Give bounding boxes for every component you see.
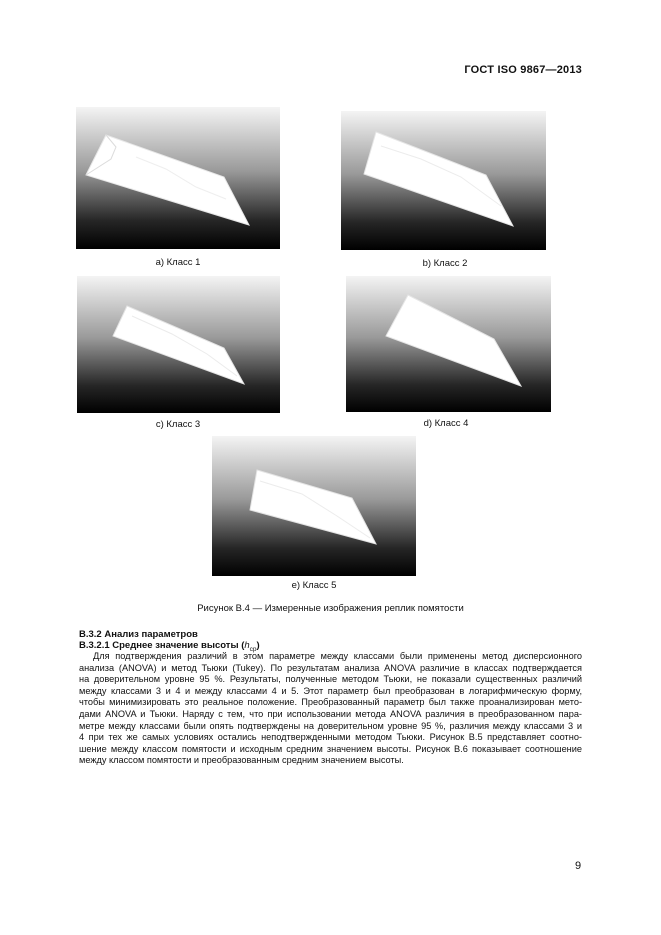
replica-surface-class-2 xyxy=(341,111,546,250)
height-symbol xyxy=(244,640,256,651)
figure-caption-class-5: e) Класс 5 xyxy=(291,580,337,591)
figure-caption-class-4: d) Класс 4 xyxy=(423,418,469,429)
height-symbol-letter: h xyxy=(244,640,250,651)
paragraph-line: чтобы минимизировать это реальное положение. Преобразованный параметр был также проанализирован мето- xyxy=(79,697,582,708)
height-symbol-subscript: ср xyxy=(249,645,257,653)
figure-image-class-2 xyxy=(341,111,546,250)
paragraph-line: на доверительном уровне 95 %. Результаты, полученные методом Тьюки, не показали существенных различий xyxy=(79,674,582,685)
paragraph-line: анализа (ANOVA) и метод Тьюки (Tukey). По результатам анализа ANOVA различие в классах подтверждается xyxy=(79,662,582,673)
paragraph-line: шение между классом помятости и исходным средним значением высоты. Рисунок В.6 показывает соотношение xyxy=(79,743,582,754)
section-body-paragraph xyxy=(79,651,582,767)
document-header: ГОСТ ISO 9867—2013 xyxy=(464,64,582,76)
section-heading: В.3.2 Анализ параметров xyxy=(79,629,198,640)
paragraph-line: Для подтверждения различий в этом параметре между классами были применены метод дисперсионного xyxy=(93,651,582,661)
figure-image-class-1 xyxy=(76,107,280,249)
subsection-heading-end: ) xyxy=(256,640,260,651)
replica-surface-class-5 xyxy=(212,436,416,576)
figure-caption-main: Рисунок В.4 — Измеренные изображения реплик помятости xyxy=(197,603,464,614)
paragraph-line: метре между классами были опять подтверждены на доверительном уровне 95 %, различия между классами 3 и xyxy=(79,720,582,731)
paragraph-line: дами ANOVA и Тьюки. Наряду с тем, что при использовании метода ANOVA различия в преобразованном пара- xyxy=(79,708,582,719)
subsection-heading-text: В.3.2.1 Среднее значение высоты ( xyxy=(79,640,245,651)
figure-caption-class-1: a) Класс 1 xyxy=(155,257,201,268)
figure-caption-class-2: b) Класс 2 xyxy=(422,258,468,269)
figure-caption-class-3: c) Класс 3 xyxy=(155,419,201,430)
replica-surface-class-1 xyxy=(76,107,280,249)
paragraph-line: 4 при тех же самых условиях остались неподтвержденными методом Тьюки. Рисунок В.5 представляет соотно- xyxy=(79,732,582,743)
figure-image-class-5 xyxy=(212,436,416,576)
replica-surface-class-4 xyxy=(346,276,551,412)
figure-image-class-3 xyxy=(77,276,280,413)
paragraph-line: между классами 3 и 4 и между классами 4 и 5. Этот параметр был преобразован в логарифмическую форму, xyxy=(79,685,582,696)
paragraph-line: между классом помятости и преобразованным средним значением высоты. xyxy=(79,755,404,766)
page-number: 9 xyxy=(575,860,582,872)
replica-surface-class-3 xyxy=(77,276,280,413)
figure-image-class-4 xyxy=(346,276,551,412)
